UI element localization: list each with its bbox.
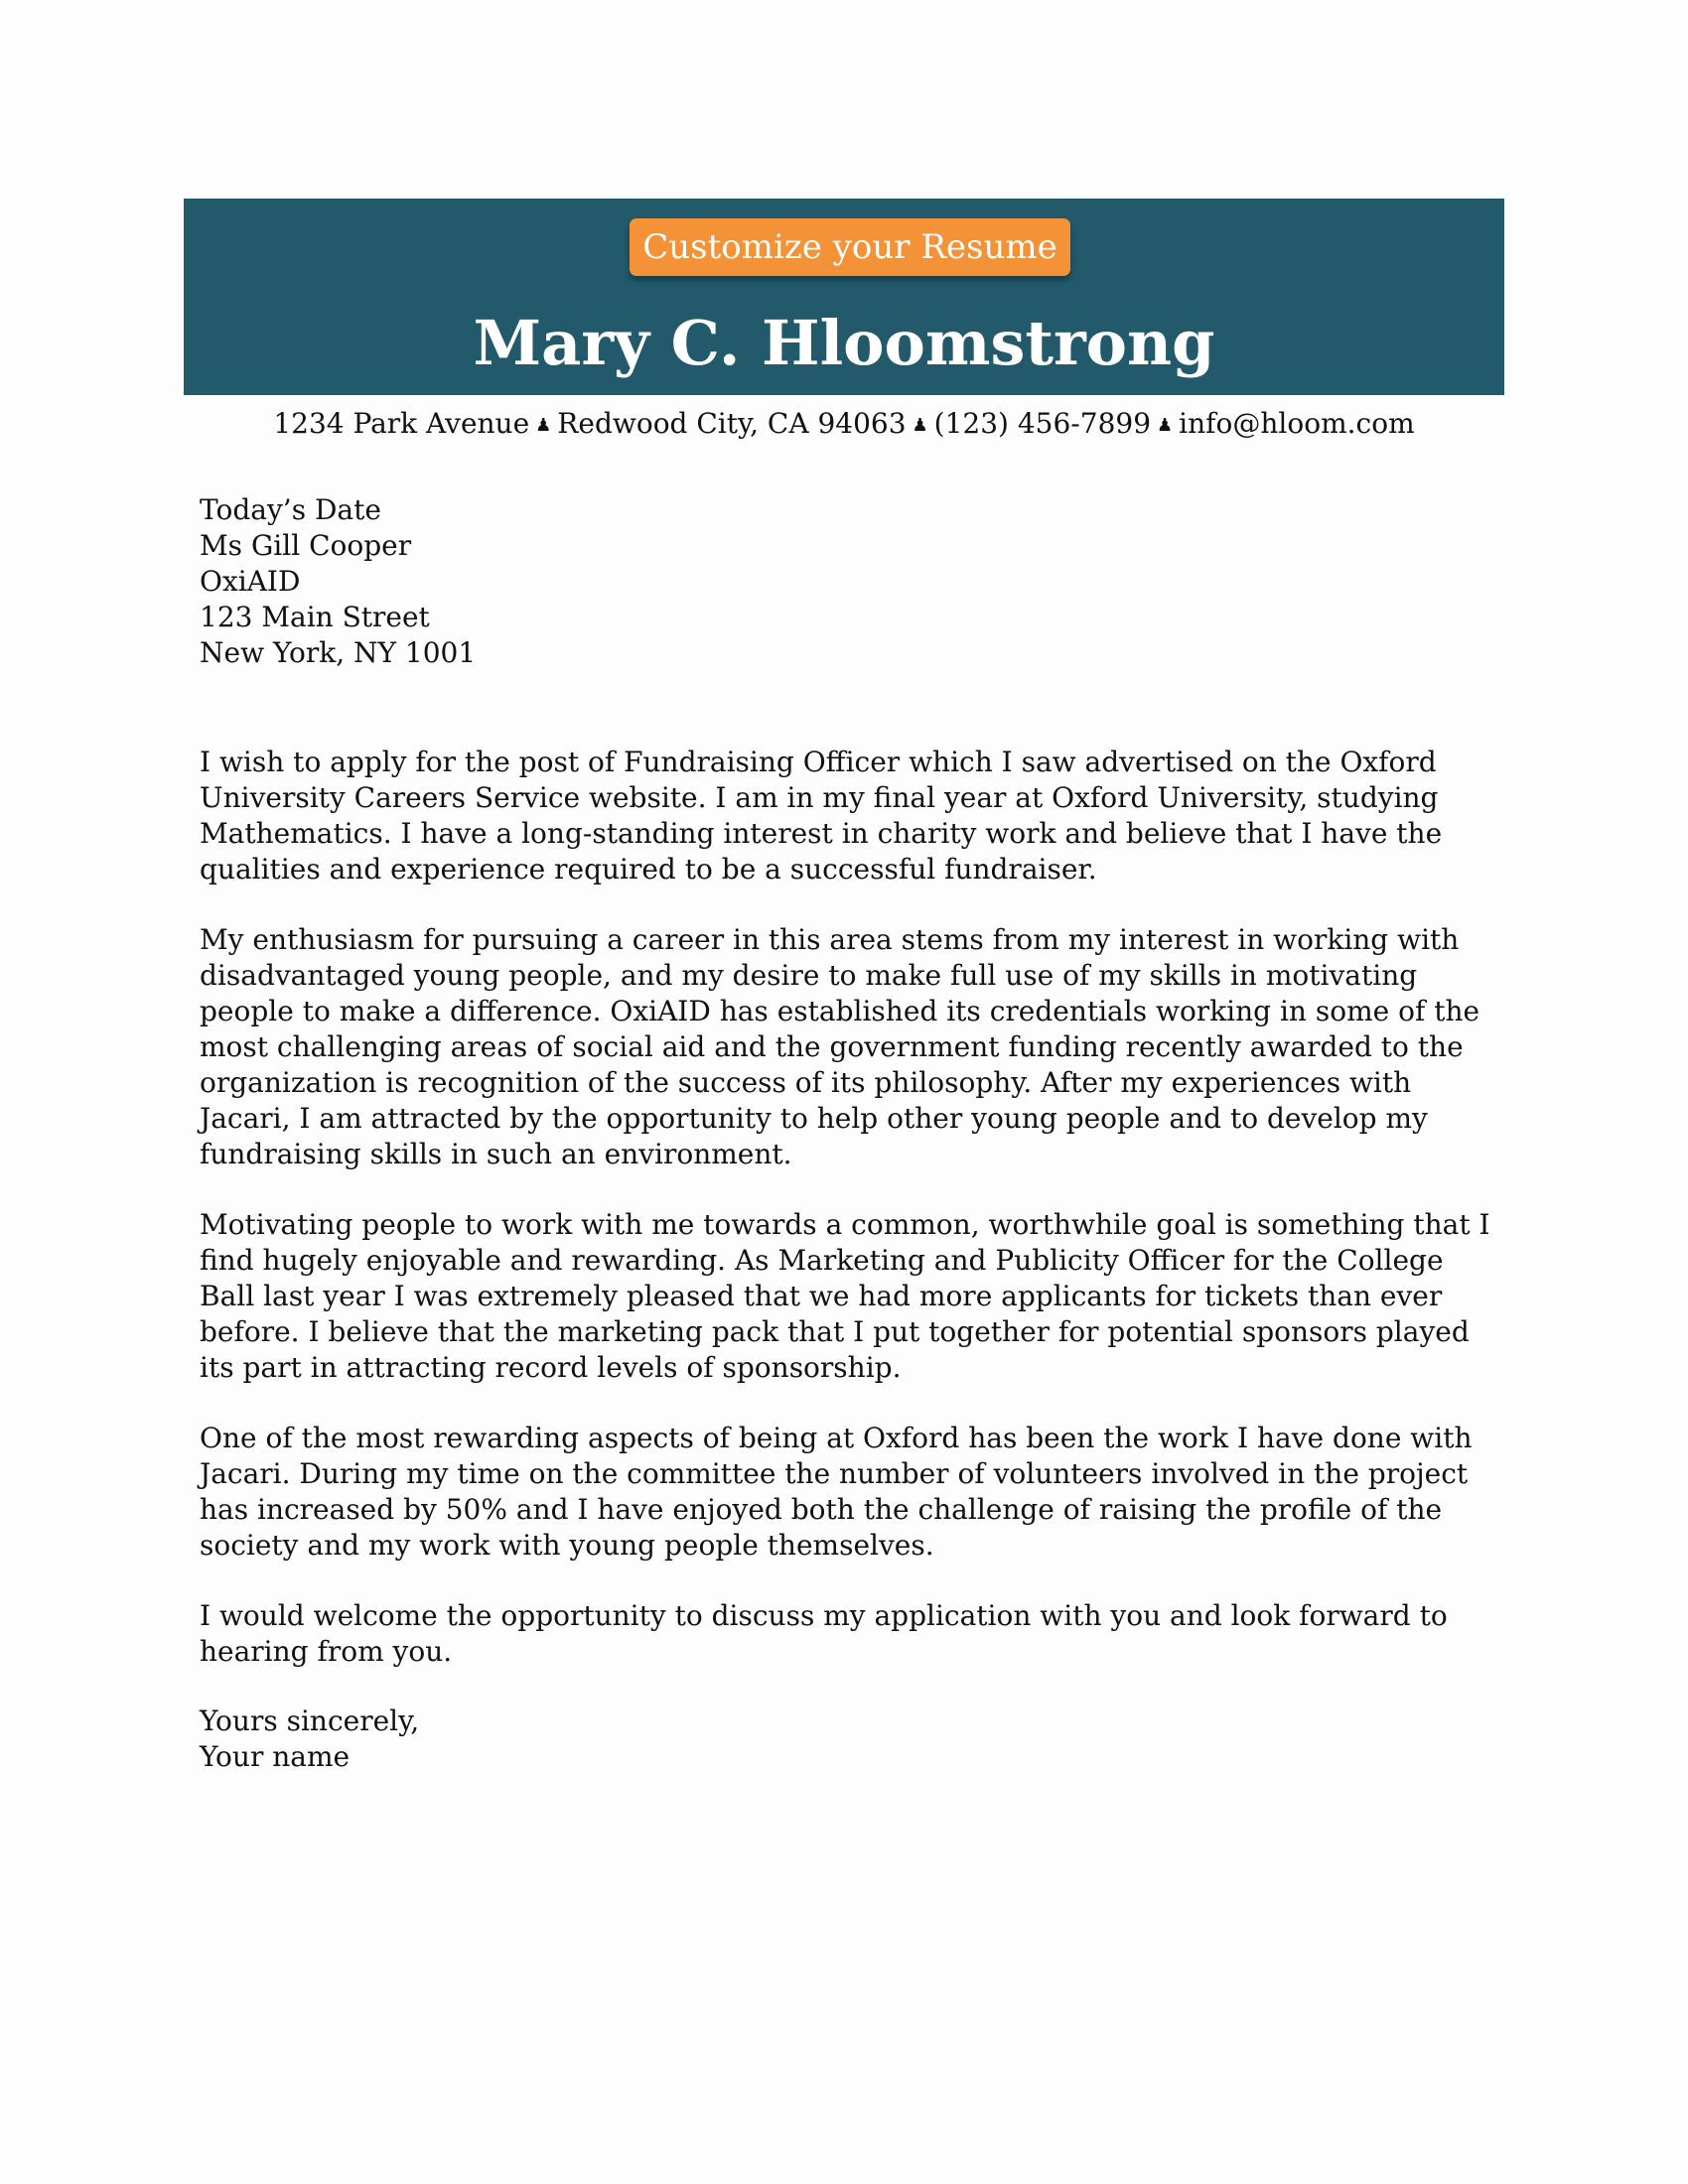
recipient-city: New York, NY 1001 [200, 636, 477, 669]
body-paragraph: I would welcome the opportunity to discuss my application with you and look forward to hearing from you. [200, 1599, 1448, 1668]
signature-name: Your name [200, 1740, 351, 1773]
person-bullet-icon: ♟ [535, 415, 552, 436]
recipient-street: 123 Main Street [200, 601, 430, 633]
closing-block [200, 1704, 419, 1775]
recipient-block [200, 492, 476, 671]
body-paragraph: I wish to apply for the post of Fundraising Officer which I saw advertised on the Oxford University Careers Service website. I am in my final year at Oxford University, studying Mathematics. I have a long-standing interest in charity work and believe that I have the qualities and experience required to be a successful fundraiser. [200, 746, 1443, 886]
letter-date: Today’s Date [200, 493, 381, 526]
person-bullet-icon: ♟ [912, 415, 928, 436]
contact-city: Redwood City, CA 94063 [557, 407, 907, 440]
body-paragraph: One of the most rewarding aspects of being at Oxford has been the work I have done with Jacari. During my time on the committee the number of volunteers involved in the project has increased by 50% and I have enjoyed both the challenge of raising the profile of the society and my work with young people themselves. [200, 1422, 1473, 1562]
body-paragraph: Motivating people to work with me towards a common, worthwhile goal is something that I find hugely enjoyable and rewarding. As Marketing and Publicity Officer for the College Ball last year I was extremely pleased that we had more applicants for tickets than ever before. I believe that the marketing pack that I put together for potential sponsors played its part in attracting record levels of sponsorship. [200, 1208, 1490, 1384]
contact-line [184, 401, 1504, 449]
customize-resume-button[interactable]: Customize your Resume [630, 218, 1070, 276]
contact-address: 1234 Park Avenue [273, 407, 530, 440]
contact-email[interactable]: info@hloom.com [1179, 407, 1415, 440]
letter-body [200, 745, 1500, 1705]
applicant-name: Mary C. Hloomstrong [473, 307, 1215, 379]
contact-phone: (123) 456-7899 [933, 407, 1152, 440]
recipient-name: Ms Gill Cooper [200, 529, 412, 562]
recipient-company: OxiAID [200, 565, 301, 598]
closing-salutation: Yours sincerely, [200, 1705, 420, 1737]
body-paragraph: My enthusiasm for pursuing a career in this area stems from my interest in working with disadvantaged young people, and my desire to make full use of my skills in motivating people to make a difference. OxiAID has established its credentials working in some of the most challenging areas of social aid and the government funding recently awarded to the organization is recognition of the success of its philosophy. After my experiences with Jacari, I am attracted by the opportunity to help other young people and to develop my fundraising skills in such an environment. [200, 923, 1480, 1170]
header-band [184, 199, 1504, 395]
person-bullet-icon: ♟ [1157, 415, 1174, 436]
